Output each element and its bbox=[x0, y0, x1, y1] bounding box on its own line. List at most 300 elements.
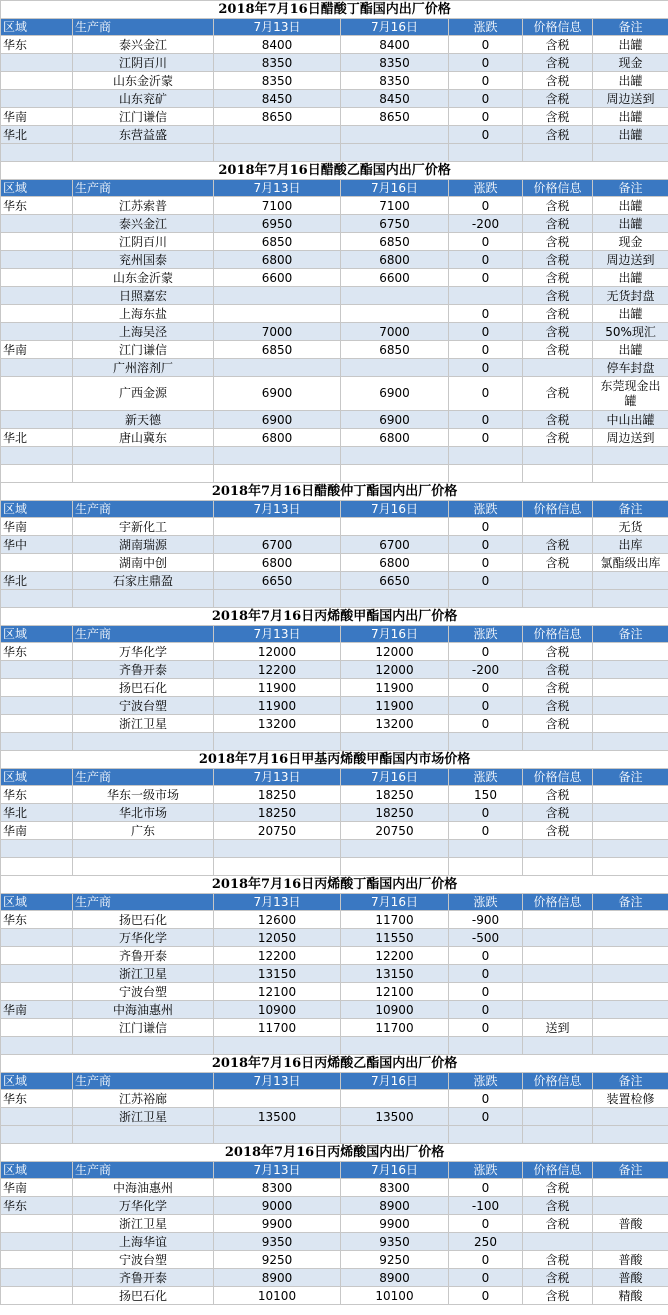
column-header-price-jul13: 7月13日 bbox=[214, 501, 341, 518]
cell-price-jul13 bbox=[214, 1090, 341, 1108]
cell-producer: 广西金源 bbox=[73, 377, 214, 411]
cell-producer: 泰兴金江 bbox=[73, 215, 214, 233]
cell-producer: 浙江卫星 bbox=[73, 965, 214, 983]
cell-price-info bbox=[523, 359, 593, 377]
cell-price-jul13: 9000 bbox=[214, 1197, 341, 1215]
column-header-price-jul13: 7月13日 bbox=[214, 769, 341, 786]
column-header-change: 涨跌 bbox=[449, 626, 523, 643]
table-row bbox=[1, 786, 668, 804]
table-row bbox=[1, 411, 668, 429]
cell-producer: 宁波台塑 bbox=[73, 983, 214, 1001]
spacer-cell bbox=[449, 733, 523, 751]
cell-price-jul16: 8300 bbox=[341, 1179, 449, 1197]
cell-producer: 扬巴石化 bbox=[73, 911, 214, 929]
spacer-cell bbox=[1, 840, 73, 858]
column-header-producer: 生产商 bbox=[73, 1162, 214, 1179]
column-header-price-info: 价格信息 bbox=[523, 501, 593, 518]
cell-price-jul16: 13200 bbox=[341, 715, 449, 733]
cell-price-jul16 bbox=[341, 287, 449, 305]
spacer-cell bbox=[73, 465, 214, 483]
cell-producer: 山东金沂蒙 bbox=[73, 72, 214, 90]
cell-price-jul13: 6950 bbox=[214, 215, 341, 233]
cell-change: 150 bbox=[449, 786, 523, 804]
cell-price-jul16: 6600 bbox=[341, 269, 449, 287]
column-header-region: 区域 bbox=[1, 180, 73, 197]
spacer-cell bbox=[214, 144, 341, 162]
column-header-price-jul13: 7月13日 bbox=[214, 19, 341, 36]
cell-producer: 东营益盛 bbox=[73, 126, 214, 144]
cell-price-jul16: 11900 bbox=[341, 679, 449, 697]
cell-producer: 宁波台塑 bbox=[73, 697, 214, 715]
cell-price-jul13: 9350 bbox=[214, 1233, 341, 1251]
spacer-row bbox=[1, 590, 668, 608]
column-header-price-jul16: 7月16日 bbox=[341, 501, 449, 518]
cell-change: 0 bbox=[449, 983, 523, 1001]
cell-region: 华南 bbox=[1, 108, 73, 126]
cell-region bbox=[1, 983, 73, 1001]
cell-price-jul13: 8350 bbox=[214, 72, 341, 90]
cell-price-jul13: 6900 bbox=[214, 411, 341, 429]
cell-change: 0 bbox=[449, 554, 523, 572]
column-header-price-info: 价格信息 bbox=[523, 894, 593, 911]
cell-price-info: 含税 bbox=[523, 305, 593, 323]
cell-region bbox=[1, 947, 73, 965]
cell-price-info bbox=[523, 1108, 593, 1126]
column-header-remark: 备注 bbox=[593, 1162, 668, 1179]
column-header-producer: 生产商 bbox=[73, 19, 214, 36]
cell-price-info: 含税 bbox=[523, 126, 593, 144]
cell-region bbox=[1, 679, 73, 697]
cell-price-jul16: 10100 bbox=[341, 1287, 449, 1305]
spacer-cell bbox=[523, 465, 593, 483]
table-row bbox=[1, 1019, 668, 1037]
column-header-remark: 备注 bbox=[593, 1073, 668, 1090]
cell-region bbox=[1, 965, 73, 983]
column-header-remark: 备注 bbox=[593, 626, 668, 643]
column-header-price-jul13: 7月13日 bbox=[214, 1073, 341, 1090]
cell-remark bbox=[593, 643, 668, 661]
cell-region: 华东 bbox=[1, 1090, 73, 1108]
spacer-cell bbox=[1, 858, 73, 876]
table-row bbox=[1, 1215, 668, 1233]
table-row bbox=[1, 1090, 668, 1108]
cell-change: 0 bbox=[449, 54, 523, 72]
table-row bbox=[1, 1179, 668, 1197]
spacer-row bbox=[1, 144, 668, 162]
cell-price-jul13: 11900 bbox=[214, 697, 341, 715]
table-row bbox=[1, 1001, 668, 1019]
cell-change: 0 bbox=[449, 822, 523, 840]
cell-remark bbox=[593, 1197, 668, 1215]
column-header-remark: 备注 bbox=[593, 19, 668, 36]
cell-region: 华东 bbox=[1, 1197, 73, 1215]
cell-remark: 出库 bbox=[593, 536, 668, 554]
cell-remark: 停车封盘 bbox=[593, 359, 668, 377]
cell-price-jul13: 6800 bbox=[214, 251, 341, 269]
cell-region bbox=[1, 233, 73, 251]
cell-price-jul13: 11900 bbox=[214, 679, 341, 697]
cell-region: 华南 bbox=[1, 1179, 73, 1197]
column-header-change: 涨跌 bbox=[449, 501, 523, 518]
table-row bbox=[1, 36, 668, 54]
table-header-row bbox=[1, 626, 668, 643]
column-header-region: 区域 bbox=[1, 19, 73, 36]
cell-producer: 泰兴金江 bbox=[73, 36, 214, 54]
cell-change: 0 bbox=[449, 1090, 523, 1108]
cell-price-jul16 bbox=[341, 126, 449, 144]
cell-price-jul16: 6750 bbox=[341, 215, 449, 233]
table-row bbox=[1, 323, 668, 341]
cell-producer: 湖南中创 bbox=[73, 554, 214, 572]
table-title bbox=[1, 483, 668, 501]
spacer-cell bbox=[593, 144, 668, 162]
table-row bbox=[1, 251, 668, 269]
cell-remark bbox=[593, 822, 668, 840]
table-row bbox=[1, 518, 668, 536]
cell-remark bbox=[593, 947, 668, 965]
cell-change: 0 bbox=[449, 679, 523, 697]
column-header-change: 涨跌 bbox=[449, 19, 523, 36]
spacer-cell bbox=[214, 590, 341, 608]
cell-region: 华东 bbox=[1, 36, 73, 54]
cell-price-jul16: 13150 bbox=[341, 965, 449, 983]
cell-price-info: 含税 bbox=[523, 1179, 593, 1197]
cell-region: 华东 bbox=[1, 786, 73, 804]
cell-producer: 齐鲁开泰 bbox=[73, 661, 214, 679]
cell-producer: 宁波台塑 bbox=[73, 1251, 214, 1269]
cell-remark bbox=[593, 1179, 668, 1197]
table-row bbox=[1, 126, 668, 144]
cell-producer: 江门谦信 bbox=[73, 1019, 214, 1037]
table-row bbox=[1, 965, 668, 983]
table-title bbox=[1, 162, 668, 180]
cell-price-jul16: 11900 bbox=[341, 697, 449, 715]
cell-region bbox=[1, 554, 73, 572]
cell-price-jul16: 9250 bbox=[341, 1251, 449, 1269]
cell-price-info: 含税 bbox=[523, 1287, 593, 1305]
spacer-cell bbox=[214, 465, 341, 483]
cell-change: 0 bbox=[449, 429, 523, 447]
spacer-cell bbox=[73, 447, 214, 465]
cell-remark: 氯酯级出库 bbox=[593, 554, 668, 572]
cell-price-jul13: 8350 bbox=[214, 54, 341, 72]
cell-price-jul13: 6800 bbox=[214, 429, 341, 447]
column-header-price-jul16: 7月16日 bbox=[341, 180, 449, 197]
cell-remark: 出罐 bbox=[593, 126, 668, 144]
cell-price-info: 含税 bbox=[523, 1197, 593, 1215]
cell-price-jul13: 8900 bbox=[214, 1269, 341, 1287]
cell-price-jul16: 11700 bbox=[341, 911, 449, 929]
cell-remark bbox=[593, 983, 668, 1001]
cell-price-info: 含税 bbox=[523, 341, 593, 359]
cell-remark bbox=[593, 1019, 668, 1037]
cell-price-info bbox=[523, 1001, 593, 1019]
cell-change: 0 bbox=[449, 251, 523, 269]
spacer-cell bbox=[593, 733, 668, 751]
cell-price-jul16: 8650 bbox=[341, 108, 449, 126]
cell-price-jul16 bbox=[341, 305, 449, 323]
cell-producer: 江阴百川 bbox=[73, 233, 214, 251]
cell-price-info bbox=[523, 1233, 593, 1251]
cell-price-jul13 bbox=[214, 518, 341, 536]
cell-region: 华东 bbox=[1, 911, 73, 929]
column-header-price-jul13: 7月13日 bbox=[214, 180, 341, 197]
column-header-price-info: 价格信息 bbox=[523, 626, 593, 643]
spacer-cell bbox=[73, 590, 214, 608]
cell-price-info: 含税 bbox=[523, 36, 593, 54]
column-header-change: 涨跌 bbox=[449, 769, 523, 786]
table-title bbox=[1, 876, 668, 894]
table-title-text: 2018年7月16日甲基丙烯酸甲酯国内市场价格 bbox=[1, 751, 668, 769]
cell-price-jul16: 7000 bbox=[341, 323, 449, 341]
cell-producer: 江门谦信 bbox=[73, 341, 214, 359]
spacer-cell bbox=[523, 733, 593, 751]
cell-price-jul16: 7100 bbox=[341, 197, 449, 215]
column-header-change: 涨跌 bbox=[449, 180, 523, 197]
cell-price-jul13: 12100 bbox=[214, 983, 341, 1001]
cell-price-jul13: 6850 bbox=[214, 341, 341, 359]
cell-change: 0 bbox=[449, 90, 523, 108]
cell-change: 0 bbox=[449, 697, 523, 715]
column-header-remark: 备注 bbox=[593, 180, 668, 197]
cell-price-info: 含税 bbox=[523, 822, 593, 840]
table-row bbox=[1, 359, 668, 377]
cell-price-info: 含税 bbox=[523, 1269, 593, 1287]
cell-remark: 普酸 bbox=[593, 1215, 668, 1233]
cell-change: 0 bbox=[449, 108, 523, 126]
cell-producer: 上海华谊 bbox=[73, 1233, 214, 1251]
cell-region bbox=[1, 359, 73, 377]
cell-change: 0 bbox=[449, 1108, 523, 1126]
spacer-row bbox=[1, 1037, 668, 1055]
table-title bbox=[1, 1144, 668, 1162]
table-row bbox=[1, 572, 668, 590]
cell-region bbox=[1, 1108, 73, 1126]
cell-price-jul13 bbox=[214, 359, 341, 377]
cell-price-jul13: 6600 bbox=[214, 269, 341, 287]
cell-remark bbox=[593, 786, 668, 804]
cell-change: 0 bbox=[449, 197, 523, 215]
column-header-price-info: 价格信息 bbox=[523, 769, 593, 786]
cell-producer: 万华化学 bbox=[73, 1197, 214, 1215]
cell-region: 华北 bbox=[1, 126, 73, 144]
cell-producer: 广州溶剂厂 bbox=[73, 359, 214, 377]
spacer-cell bbox=[341, 447, 449, 465]
spacer-cell bbox=[523, 144, 593, 162]
spacer-cell bbox=[1, 590, 73, 608]
table-row bbox=[1, 1287, 668, 1305]
cell-remark: 无货 bbox=[593, 518, 668, 536]
table-title-text: 2018年7月16日丙烯酸丁酯国内出厂价格 bbox=[1, 876, 668, 894]
table-row bbox=[1, 661, 668, 679]
table-row bbox=[1, 341, 668, 359]
cell-price-info: 含税 bbox=[523, 661, 593, 679]
table-title-text: 2018年7月16日丙烯酸乙酯国内出厂价格 bbox=[1, 1055, 668, 1073]
table-row bbox=[1, 269, 668, 287]
column-header-region: 区域 bbox=[1, 626, 73, 643]
cell-change: 0 bbox=[449, 1215, 523, 1233]
cell-region bbox=[1, 1215, 73, 1233]
table-row bbox=[1, 54, 668, 72]
cell-change: 0 bbox=[449, 536, 523, 554]
cell-price-jul13: 8650 bbox=[214, 108, 341, 126]
cell-change: 0 bbox=[449, 323, 523, 341]
spacer-cell bbox=[341, 1126, 449, 1144]
cell-price-info: 含税 bbox=[523, 323, 593, 341]
cell-producer: 江苏裕廊 bbox=[73, 1090, 214, 1108]
cell-price-jul16: 6850 bbox=[341, 233, 449, 251]
cell-price-info: 含税 bbox=[523, 679, 593, 697]
cell-change: -100 bbox=[449, 1197, 523, 1215]
spacer-cell bbox=[523, 1037, 593, 1055]
cell-price-info: 含税 bbox=[523, 108, 593, 126]
spacer-cell bbox=[73, 733, 214, 751]
cell-price-jul13: 18250 bbox=[214, 804, 341, 822]
cell-price-jul16 bbox=[341, 518, 449, 536]
cell-price-jul16: 6900 bbox=[341, 377, 449, 411]
cell-price-jul16: 8350 bbox=[341, 54, 449, 72]
cell-change: -200 bbox=[449, 661, 523, 679]
table-title-text: 2018年7月16日醋酸丁酯国内出厂价格 bbox=[1, 1, 668, 19]
table-row bbox=[1, 679, 668, 697]
column-header-price-jul16: 7月16日 bbox=[341, 626, 449, 643]
cell-price-info bbox=[523, 911, 593, 929]
column-header-price-info: 价格信息 bbox=[523, 19, 593, 36]
cell-producer: 扬巴石化 bbox=[73, 1287, 214, 1305]
cell-price-jul13: 13500 bbox=[214, 1108, 341, 1126]
spacer-cell bbox=[214, 733, 341, 751]
cell-region bbox=[1, 90, 73, 108]
table-header-row bbox=[1, 1162, 668, 1179]
cell-producer: 上海吴泾 bbox=[73, 323, 214, 341]
cell-region: 华南 bbox=[1, 822, 73, 840]
column-header-remark: 备注 bbox=[593, 501, 668, 518]
spacer-cell bbox=[341, 465, 449, 483]
cell-region: 华东 bbox=[1, 643, 73, 661]
cell-region bbox=[1, 377, 73, 411]
cell-change: 0 bbox=[449, 36, 523, 54]
cell-change: 0 bbox=[449, 947, 523, 965]
cell-change: 0 bbox=[449, 1251, 523, 1269]
table-row bbox=[1, 377, 668, 411]
spacer-cell bbox=[73, 840, 214, 858]
cell-remark bbox=[593, 965, 668, 983]
cell-price-jul13: 8450 bbox=[214, 90, 341, 108]
table-header-row bbox=[1, 769, 668, 786]
cell-price-jul16: 20750 bbox=[341, 822, 449, 840]
cell-producer: 兖州国泰 bbox=[73, 251, 214, 269]
cell-producer: 江门谦信 bbox=[73, 108, 214, 126]
cell-price-jul13: 20750 bbox=[214, 822, 341, 840]
cell-remark: 装置检修 bbox=[593, 1090, 668, 1108]
column-header-producer: 生产商 bbox=[73, 180, 214, 197]
cell-price-jul16: 8350 bbox=[341, 72, 449, 90]
cell-remark bbox=[593, 929, 668, 947]
spacer-cell bbox=[1, 733, 73, 751]
table-title bbox=[1, 1, 668, 19]
cell-region bbox=[1, 411, 73, 429]
cell-remark bbox=[593, 1001, 668, 1019]
spacer-cell bbox=[523, 840, 593, 858]
cell-change: 0 bbox=[449, 126, 523, 144]
cell-change: 0 bbox=[449, 305, 523, 323]
cell-price-jul13 bbox=[214, 305, 341, 323]
table-row bbox=[1, 822, 668, 840]
cell-remark: 周边送到 bbox=[593, 429, 668, 447]
cell-price-info: 含税 bbox=[523, 377, 593, 411]
spacer-cell bbox=[1, 1126, 73, 1144]
cell-price-info: 送到 bbox=[523, 1019, 593, 1037]
table-row bbox=[1, 287, 668, 305]
cell-remark: 现金 bbox=[593, 233, 668, 251]
table-row bbox=[1, 108, 668, 126]
cell-price-jul16: 6900 bbox=[341, 411, 449, 429]
spacer-cell bbox=[1, 1037, 73, 1055]
table-row bbox=[1, 554, 668, 572]
cell-remark: 无货封盘 bbox=[593, 287, 668, 305]
cell-price-jul13: 11700 bbox=[214, 1019, 341, 1037]
cell-price-info: 含税 bbox=[523, 90, 593, 108]
table-row bbox=[1, 197, 668, 215]
table-title-text: 2018年7月16日醋酸仲丁酯国内出厂价格 bbox=[1, 483, 668, 501]
column-header-producer: 生产商 bbox=[73, 894, 214, 911]
cell-price-jul16: 12100 bbox=[341, 983, 449, 1001]
cell-price-jul16: 9900 bbox=[341, 1215, 449, 1233]
cell-producer: 日照嘉宏 bbox=[73, 287, 214, 305]
spacer-cell bbox=[341, 1037, 449, 1055]
table-row bbox=[1, 90, 668, 108]
cell-remark: 50%现汇 bbox=[593, 323, 668, 341]
cell-price-jul13 bbox=[214, 126, 341, 144]
cell-price-jul16: 8900 bbox=[341, 1269, 449, 1287]
cell-price-jul13: 6850 bbox=[214, 233, 341, 251]
cell-change: 0 bbox=[449, 1001, 523, 1019]
cell-price-jul13: 9250 bbox=[214, 1251, 341, 1269]
cell-region bbox=[1, 1019, 73, 1037]
cell-price-jul13: 6700 bbox=[214, 536, 341, 554]
spacer-cell bbox=[214, 447, 341, 465]
table-row bbox=[1, 715, 668, 733]
column-header-price-jul16: 7月16日 bbox=[341, 1162, 449, 1179]
cell-remark: 出罐 bbox=[593, 215, 668, 233]
cell-price-jul13: 6900 bbox=[214, 377, 341, 411]
table-header-row bbox=[1, 180, 668, 197]
cell-region: 华北 bbox=[1, 572, 73, 590]
cell-change: 0 bbox=[449, 269, 523, 287]
cell-change: 0 bbox=[449, 1269, 523, 1287]
spacer-cell bbox=[593, 590, 668, 608]
column-header-price-info: 价格信息 bbox=[523, 1073, 593, 1090]
cell-remark: 出罐 bbox=[593, 197, 668, 215]
table-title bbox=[1, 751, 668, 769]
cell-producer: 宇新化工 bbox=[73, 518, 214, 536]
table-row bbox=[1, 1108, 668, 1126]
cell-price-jul13: 12600 bbox=[214, 911, 341, 929]
spacer-cell bbox=[449, 590, 523, 608]
cell-producer: 石家庄鼎盈 bbox=[73, 572, 214, 590]
cell-price-info: 含税 bbox=[523, 287, 593, 305]
cell-region bbox=[1, 1269, 73, 1287]
spacer-cell bbox=[593, 1126, 668, 1144]
cell-remark bbox=[593, 804, 668, 822]
spacer-cell bbox=[593, 447, 668, 465]
cell-price-jul16: 6800 bbox=[341, 251, 449, 269]
cell-price-info: 含税 bbox=[523, 233, 593, 251]
cell-producer: 唐山冀东 bbox=[73, 429, 214, 447]
cell-price-jul13: 6800 bbox=[214, 554, 341, 572]
cell-price-info: 含税 bbox=[523, 786, 593, 804]
cell-region bbox=[1, 929, 73, 947]
